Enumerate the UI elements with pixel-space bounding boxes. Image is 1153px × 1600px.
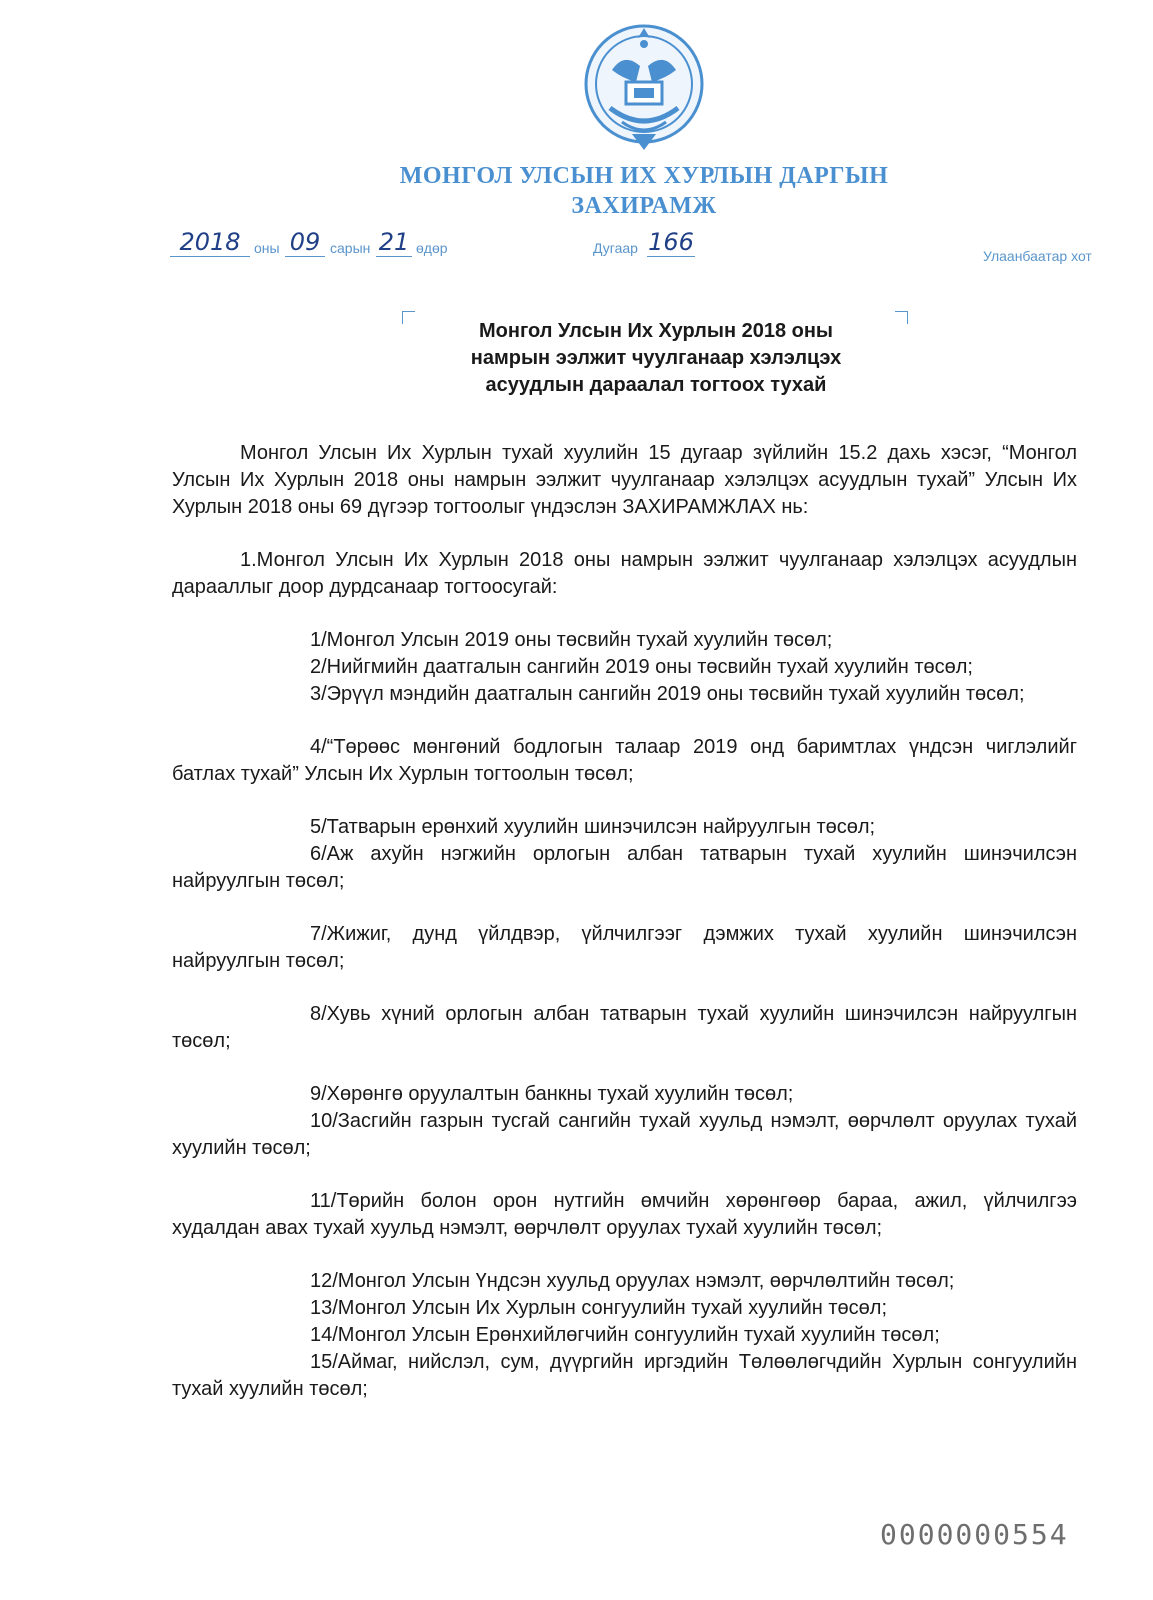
list-item: 12/Монгол Улсын Үндсэн хуульд оруулах нэмэлт, өөрчлөлтийн төсөл; (310, 1270, 955, 1292)
clause-1: 1.Монгол Улсын Их Хурлын 2018 оны намрын ээлжит чуулганаар хэлэлцэх асуудлын дарааллыг доор дурдсанаар тогтоосугай: (172, 549, 1077, 598)
year-label: оны (254, 240, 280, 256)
list-item: 3/Эрүүл мэндийн даатгалын сангийн 2019 оны төсвийн тухай хуулийн төсөл; (310, 683, 1025, 705)
date-day: 21 (376, 228, 412, 257)
list-item: 15/Аймаг, нийслэл, сум, дүүргийн иргэдийн Төлөөлөгчдийн Хурлын сонгуулийн тухай хуулийн төсөл; (172, 1351, 1077, 1400)
list-item: 5/Татварын ерөнхий хуулийн шинэчилсэн найруулгын төсөл; (310, 816, 876, 838)
list-item: 14/Монгол Улсын Ерөнхийлөгчийн сонгуулийн тухай хуулийн төсөл; (310, 1324, 940, 1346)
decree-number: 166 (648, 228, 694, 256)
list-item: 11/Төрийн болон орон нутгийн өмчийн хөрөнгөөр бараа, ажил, үйлчилгээ худалдан авах тухай хуульд нэмэлт, өөрчлөлт оруулах тухай хуулийн төсөл; (172, 1190, 1077, 1239)
list-item: 2/Нийгмийн даатгалын сангийн 2019 оны төсвийн тухай хуулийн төсөл; (310, 656, 973, 678)
list-item: 13/Монгол Улсын Их Хурлын сонгуулийн тухай хуулийн төсөл; (310, 1297, 888, 1319)
state-emblem-icon (582, 22, 706, 154)
day-label: өдөр (416, 240, 448, 256)
subject-line1: Монгол Улсын Их Хурлын 2018 оны (478, 320, 834, 342)
date-month: 09 (285, 228, 325, 257)
header-title-line2: ЗАХИРАМЖ (571, 193, 717, 219)
list-item: 6/Аж ахуйн нэгжийн орлогын албан татварын тухай хуулийн шинэчилсэн найруулгын төсөл; (172, 843, 1077, 892)
list-item: 8/Хувь хүний орлогын албан татварын тухай хуулийн шинэчилсэн найруулгын төсөл; (172, 1003, 1077, 1052)
city-label: Улаанбаатар хот (983, 248, 1092, 264)
header-title-line1: МОНГОЛ УЛСЫН ИХ ХУРЛЫН ДАРГЫН (399, 163, 889, 189)
decree-subject (300, 318, 1012, 399)
subject-line3: асуудлын дараалал тогтоох тухай (485, 374, 827, 396)
list-item: 10/Засгийн газрын тусгай сангийн тухай хуульд нэмэлт, өөрчлөлт оруулах тухай хуулийн төсөл; (172, 1110, 1077, 1159)
intro-paragraph: Монгол Улсын Их Хурлын тухай хуулийн 15 дугаар зүйлийн 15.2 дахь хэсэг, “Монгол Улсын Их Хурлын 2018 оны намрын ээлжит чуулганаар хэлэлцэх асуудлын тухай” Улсын Их Хурлын 2018 оны 69 дүгээр тогтоолыг үндэслэн ЗАХИРАМЖЛАХ нь: (172, 442, 1077, 518)
list-item: 9/Хөрөнгө оруулалтын банкны тухай хуулийн төсөл; (310, 1083, 794, 1105)
number-label: Дугаар (593, 240, 638, 256)
list-item: 4/“Төрөөс мөнгөний бодлогын талаар 2019 онд баримтлах үндсэн чиглэлийг батлах тухай” Улсын Их Хурлын тогтоолын төсөл; (172, 736, 1077, 785)
decree-meta (0, 226, 1153, 266)
decree-body (172, 440, 1077, 1403)
serial-number-stamp: 0000000554 (880, 1518, 1069, 1551)
month-label: сарын (330, 240, 371, 256)
subject-line2: намрын ээлжит чуулганаар хэлэлцэх (470, 347, 842, 369)
list-item: 7/Жижиг, дунд үйлдвэр, үйлчилгээг дэмжих тухай хуулийн шинэчилсэн найруулгын төсөл; (172, 923, 1077, 972)
list-item: 1/Монгол Улсын 2019 оны төсвийн тухай хуулийн төсөл; (310, 629, 833, 651)
date-year: 2018 (170, 228, 250, 257)
